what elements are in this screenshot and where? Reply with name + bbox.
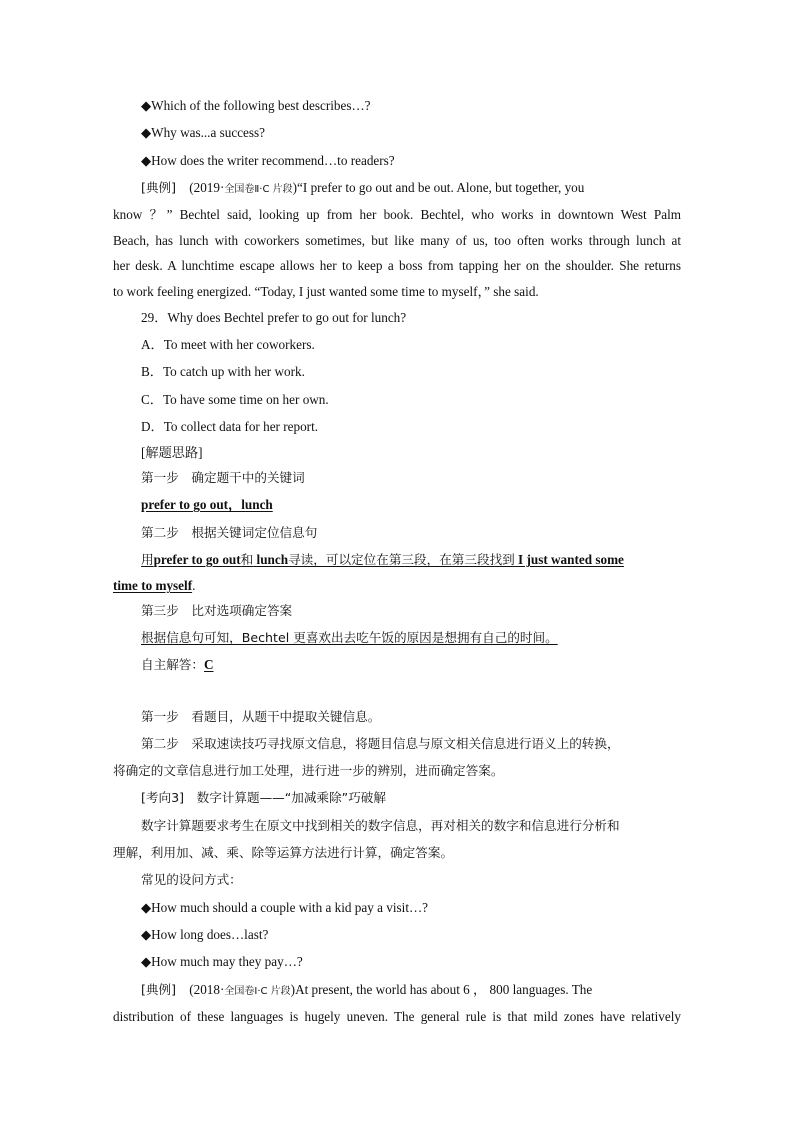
solution-step-2-answer-cont: time to myself. <box>113 578 196 593</box>
section-3-common: 常见的设问方式： <box>141 872 242 887</box>
question-form-1: ◆Which of the following best describes…? <box>141 98 371 113</box>
section-3-desc-1: 数字计算题要求考生在原文中找到相关的数字信息，再对相关的数字和信息进行分析和 <box>141 818 620 833</box>
solution-step-2: 第二步 根据关键词定位信息句 <box>141 525 318 540</box>
example-1-line-2: know ？” Bechtel said, looking up from her book. Bechtel, who works in downtown West Palm <box>113 207 681 222</box>
method-step-1: 第一步 看题目，从题干中提取关键信息。 <box>141 709 381 724</box>
solution-step-3: 第三步 比对选项确定答案 <box>141 603 293 618</box>
method-step-2-line-1: 第二步 采取速读技巧寻找原文信息，将题目信息与原文相关信息进行语义上的转换， <box>141 736 620 751</box>
example-source: 全国卷Ⅱ·C 片段 <box>224 184 293 195</box>
example-1-line-3: Beach, has lunch with coworkers sometimes, but like many of us, too often works through lunch at <box>113 233 681 248</box>
option-b: B．To catch up with her work. <box>141 364 305 379</box>
example-2-line-1: [典例] (2018·全国卷Ⅰ·C 片段)At present, the world has about 6 ， 800 languages. The <box>141 982 593 997</box>
example-1-line-1 <box>141 179 681 199</box>
solution-step-3-answer: 根据信息句可知，Bechtel 更喜欢出去吃午饭的原因是想拥有自己的时间。 <box>141 630 558 645</box>
example-year: (2019· <box>189 180 225 195</box>
option-c: C．To have some time on her own. <box>141 392 329 407</box>
section-3-question-3: ◆How much may they pay…? <box>141 954 303 969</box>
section-3-desc-2: 理解，利用加、减、乘、除等运算方法进行计算，确定答案。 <box>113 845 454 860</box>
section-3-question-2: ◆How long does…last? <box>141 927 269 942</box>
question-form-2: ◆Why was...a success? <box>141 125 266 140</box>
solution-step-2-answer: 用prefer to go out和 lunch寻读，可以定位在第三段，在第三段找到 I just wanted some <box>141 552 624 567</box>
example-tag: [典例] <box>141 180 177 195</box>
solution-step-1-answer: prefer to go out，lunch <box>141 497 273 512</box>
example-1-line-4: her desk. A lunchtime escape allows her to keep a boss from tapping her on the shoulder. She returns <box>113 258 681 273</box>
option-d: D．To collect data for her report. <box>141 419 319 434</box>
option-a: A．To meet with her coworkers. <box>141 337 315 352</box>
example-1-line-5: to work feeling energized. “Today, I just wanted some time to myself，” she said. <box>113 284 539 299</box>
question-form-3: ◆How does the writer recommend…to readers? <box>141 153 395 168</box>
example-2-line-2: distribution of these languages is hugely uneven. The general rule is that mild zones have relatively <box>113 1009 681 1024</box>
question-stem: 29．Why does Bechtel prefer to go out for lunch? <box>141 310 407 325</box>
solution-step-1: 第一步 确定题干中的关键词 <box>141 470 305 485</box>
self-answer: 自主解答：C <box>141 657 214 672</box>
solution-heading: [解题思路] <box>141 445 203 460</box>
section-3-question-1: ◆How much should a couple with a kid pay a visit…? <box>141 900 429 915</box>
example-text: )“I prefer to go out and be out. Alone, but together, you <box>292 180 585 195</box>
method-step-2-line-2: 将确定的文章信息进行加工处理，进行进一步的辨别，进而确定答案。 <box>113 763 504 778</box>
section-3-heading: [考向3] 数字计算题——“加减乘除”巧破解 <box>141 790 386 805</box>
